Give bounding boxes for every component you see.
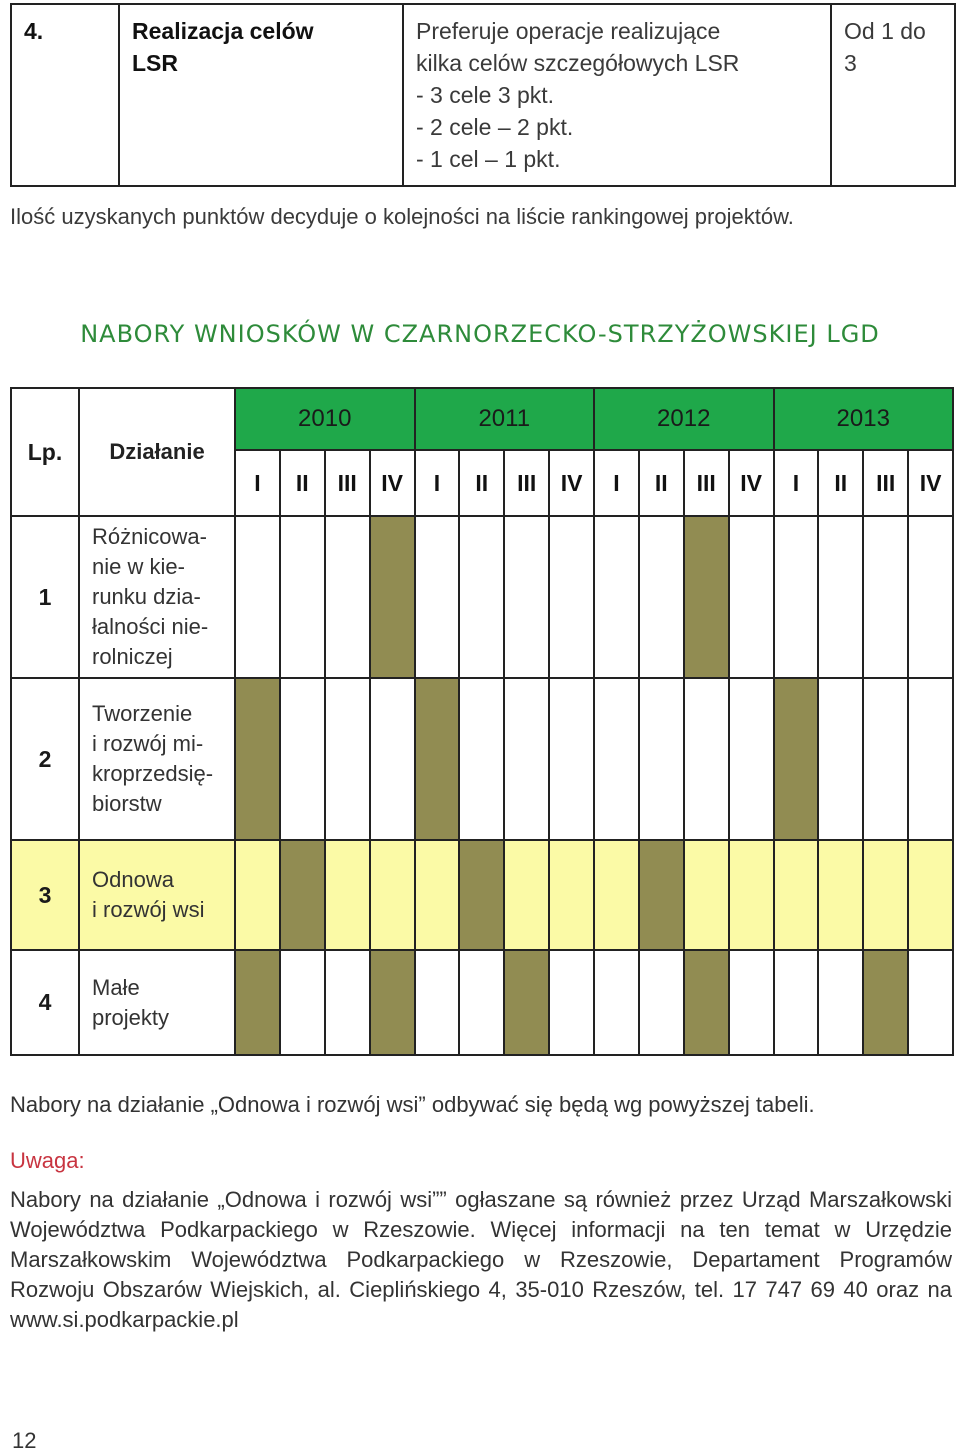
criteria-name-line: Realizacja celów [132,18,314,44]
call-period-cell [325,516,370,678]
call-period-cell-active [639,840,684,950]
criteria-desc-line: kilka celów szczegółowych LSR [416,50,740,76]
call-period-cell [325,950,370,1055]
call-period-cell [863,678,908,840]
row-number: 3 [11,840,79,950]
call-period-cell [594,950,639,1055]
call-period-cell [549,840,594,950]
quarter-header: IV [908,450,953,516]
call-period-cell [863,840,908,950]
call-period-cell [594,678,639,840]
quarter-header: III [325,450,370,516]
quarter-header: II [818,450,863,516]
quarter-header: III [863,450,908,516]
call-period-cell [370,840,415,950]
criteria-table [10,3,956,187]
criteria-name [119,4,403,186]
call-period-cell [729,950,774,1055]
action-name [79,840,235,950]
call-period-cell-active [235,678,280,840]
call-period-cell [235,840,280,950]
action-name-line: runku dzia- [92,584,201,609]
criteria-desc-line: - 1 cel – 1 pkt. [416,146,561,172]
criteria-description [403,4,831,186]
call-period-cell-active [459,840,504,950]
quarter-header: II [280,450,325,516]
call-period-cell [415,516,460,678]
call-period-cell-active [684,950,729,1055]
action-name-line: i rozwój mi- [92,731,204,756]
quarter-header: IV [549,450,594,516]
action-name-line: projekty [92,1004,170,1030]
criteria-name-line: LSR [132,50,178,76]
call-period-cell [549,950,594,1055]
call-period-cell [504,840,549,950]
call-period-cell [729,678,774,840]
action-name-line: Odnowa [92,867,174,892]
call-period-cell [594,516,639,678]
call-period-cell [325,678,370,840]
call-period-cell [280,516,325,678]
call-period-cell [504,516,549,678]
call-period-cell [639,678,684,840]
call-period-cell [459,950,504,1055]
row-number: 4 [11,950,79,1055]
action-name [79,950,235,1055]
call-period-cell [594,840,639,950]
quarter-header: I [415,450,460,516]
year-header: 2010 [235,388,415,450]
call-period-cell [549,516,594,678]
schedule-row [11,950,953,1055]
action-name [79,516,235,678]
call-period-cell [504,678,549,840]
call-period-cell-active [415,678,460,840]
call-period-cell [774,840,819,950]
call-period-cell [818,840,863,950]
call-period-cell [415,950,460,1055]
quarter-header: IV [729,450,774,516]
lp-header: Lp. [11,388,79,516]
action-name-line: biorstw [92,791,162,816]
call-period-cell-active [504,950,549,1055]
quarter-header: III [684,450,729,516]
schedule-table [10,387,954,1056]
schedule-row [11,840,953,950]
call-period-cell [459,516,504,678]
call-period-cell [774,516,819,678]
row-number: 1 [11,516,79,678]
warning-label: Uwaga: [10,1148,85,1173]
action-name-line: rolniczej [92,644,173,669]
call-period-cell [729,516,774,678]
action-name [79,678,235,840]
schedule-note: Nabory na działanie „Odnowa i rozwój wsi” odbywać się będą wg powyższej tabeli. [10,1092,815,1117]
call-period-cell [908,678,953,840]
call-period-cell [459,678,504,840]
action-name-line: Różnicowa- [92,524,207,549]
quarter-header: II [639,450,684,516]
call-period-cell [280,678,325,840]
quarter-header: I [594,450,639,516]
criteria-number: 4. [11,4,119,186]
action-name-line: Tworzenie [92,701,193,726]
criteria-row [11,4,955,186]
criteria-desc-line: - 3 cele 3 pkt. [416,82,555,108]
call-period-cell [684,678,729,840]
call-period-cell-active [863,950,908,1055]
criteria-desc-line: - 2 cele – 2 pkt. [416,114,574,140]
call-period-cell [549,678,594,840]
row-number: 2 [11,678,79,840]
call-period-cell [774,950,819,1055]
call-period-cell [908,950,953,1055]
call-period-cell [908,840,953,950]
page-number: 12 [12,1428,37,1453]
schedule-row [11,516,953,678]
call-period-cell [908,516,953,678]
call-period-cell [235,516,280,678]
quarter-header: IV [370,450,415,516]
schedule-year-header-row [11,388,953,450]
warning-text: Nabory na działanie „Odnowa i rozwój wsi”” ogłaszane są również przez Urząd Marszałkowski Województwa Podkarpackiego w Rzeszowie. Więcej informacji na ten temat w Urzędzie Marszałkowskim Województwa Podkarpackiego w Rzeszowie, Departament Programów Rozwoju Obszarów Wiejskich, al. Cieplińskiego 4, 35-010 Rzeszów, tel. 17 747 69 40 oraz na www.si.podkarpackie.pl [10,1187,952,1332]
call-period-cell [863,516,908,678]
call-period-cell [729,840,774,950]
year-header: 2011 [415,388,595,450]
action-name-line: kroprzedsię- [92,761,214,786]
schedule-row [11,678,953,840]
quarter-header: I [774,450,819,516]
call-period-cell [415,840,460,950]
call-period-cell-active [280,840,325,950]
ranking-note: Ilość uzyskanych punktów decyduje o kolejności na liście rankingowej projektów. [10,204,794,229]
call-period-cell [370,678,415,840]
criteria-points: Od 1 do 3 [831,4,955,186]
criteria-desc-line: Preferuje operacje realizujące [416,18,721,44]
call-period-cell [818,950,863,1055]
action-name-line: nie w kie- [92,554,185,579]
call-period-cell [639,516,684,678]
action-header: Działanie [79,388,235,516]
year-header: 2012 [594,388,774,450]
action-name-line: łalności nie- [92,614,209,639]
call-period-cell-active [370,950,415,1055]
call-period-cell [639,950,684,1055]
quarter-header: I [235,450,280,516]
action-name-line: i rozwój wsi [92,897,205,922]
call-period-cell-active [235,950,280,1055]
quarter-header: III [504,450,549,516]
call-period-cell [280,950,325,1055]
call-period-cell-active [684,516,729,678]
year-header: 2013 [774,388,954,450]
quarter-header: II [459,450,504,516]
action-name-line: Małe [92,974,140,1000]
call-period-cell [818,678,863,840]
section-title: NABORY WNIOSKÓW W CZARNORZECKO-STRZYŻOWSKIEJ LGD [80,320,880,348]
call-period-cell [325,840,370,950]
call-period-cell [684,840,729,950]
call-period-cell-active [774,678,819,840]
call-period-cell-active [370,516,415,678]
call-period-cell [818,516,863,678]
